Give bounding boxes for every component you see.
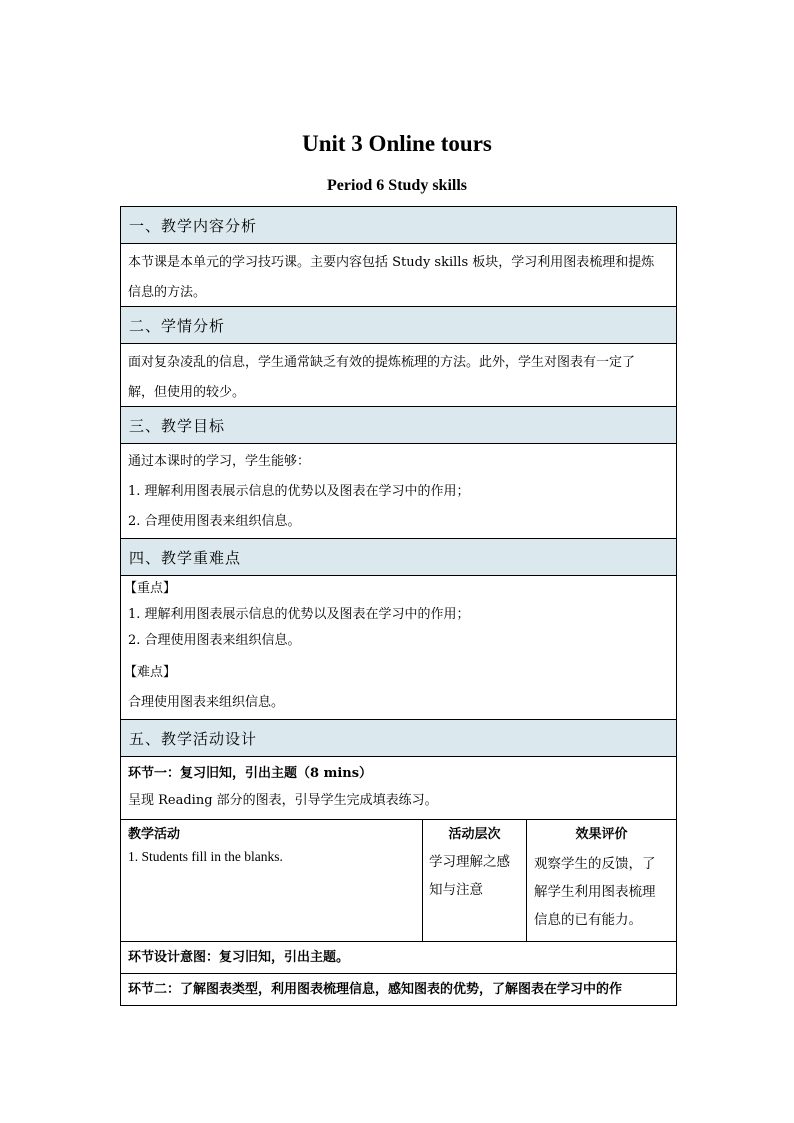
key-label: 【重点】	[124, 581, 177, 596]
step1-intent-text: 环节设计意图：复习旧知，引出主题。	[128, 950, 350, 965]
section-learner-analysis	[120, 306, 677, 407]
step1-intent	[121, 942, 676, 974]
section-text-line: 1. 理解利用图表展示信息的优势以及图表在学习中的作用；	[128, 607, 470, 622]
section-text-line: 解，但使用的较少。	[128, 385, 246, 400]
section-text-line: 合理使用图表来组织信息。	[128, 695, 285, 710]
section-activity-design	[120, 719, 677, 1006]
evaluation-text-line: 解学生利用图表梳理	[534, 884, 656, 900]
section-text-line: 2. 合理使用图表来组织信息。	[128, 633, 301, 648]
section-text-line: 通过本课时的学习，学生能够：	[128, 454, 311, 469]
section-content-analysis	[120, 206, 677, 307]
level-column	[423, 820, 527, 941]
section-text-line: 面对复杂凌乱的信息，学生通常缺乏有效的提炼梳理的方法。此外，学生对图表有一定了	[128, 355, 636, 370]
evaluation-column	[527, 820, 676, 941]
activity-text: 1. Students fill in the blanks.	[128, 849, 283, 864]
level-header: 活动层次	[448, 827, 501, 842]
activity-header: 教学活动	[128, 827, 181, 842]
section-key-points	[120, 538, 677, 720]
difficult-label: 【难点】	[124, 665, 177, 680]
section-heading: 四、教学重难点	[121, 539, 676, 576]
section-heading: 一、教学内容分析	[121, 207, 676, 244]
step2-block	[121, 974, 676, 1006]
step2-title: 环节二：了解图表类型，利用图表梳理信息，感知图表的优势，了解图表在学习中的作	[128, 982, 623, 997]
activity-table	[121, 820, 676, 942]
section-heading: 五、教学活动设计	[121, 720, 676, 757]
step1-title: 环节一：复习旧知，引出主题（8 mins）	[128, 766, 373, 781]
section-text-line: 本节课是本单元的学习技巧课。主要内容包括 Study skills 板块，学习利用图表梳理和提炼	[128, 255, 655, 270]
section-text-line: 信息的方法。	[128, 285, 207, 300]
activity-column	[121, 820, 423, 941]
level-text-line: 知与注意	[429, 882, 483, 898]
section-text-line: 1. 理解利用图表展示信息的优势以及图表在学习中的作用；	[128, 484, 470, 499]
step1-description: 呈现 Reading 部分的图表，引导学生完成填表练习。	[128, 793, 438, 808]
step1-block	[121, 757, 676, 820]
evaluation-text-line: 观察学生的反馈，了	[534, 856, 656, 872]
page-title: Unit 3 Online tours	[302, 131, 492, 156]
level-text-line: 学习理解之感	[429, 854, 510, 870]
page-subtitle: Period 6 Study skills	[326, 177, 468, 194]
evaluation-text-line: 信息的已有能力。	[534, 912, 642, 928]
section-text-line: 2. 合理使用图表来组织信息。	[128, 514, 301, 529]
section-heading: 三、教学目标	[121, 407, 676, 444]
section-teaching-objectives	[120, 406, 677, 539]
section-heading: 二、学情分析	[121, 307, 676, 344]
evaluation-header: 效果评价	[575, 827, 628, 842]
